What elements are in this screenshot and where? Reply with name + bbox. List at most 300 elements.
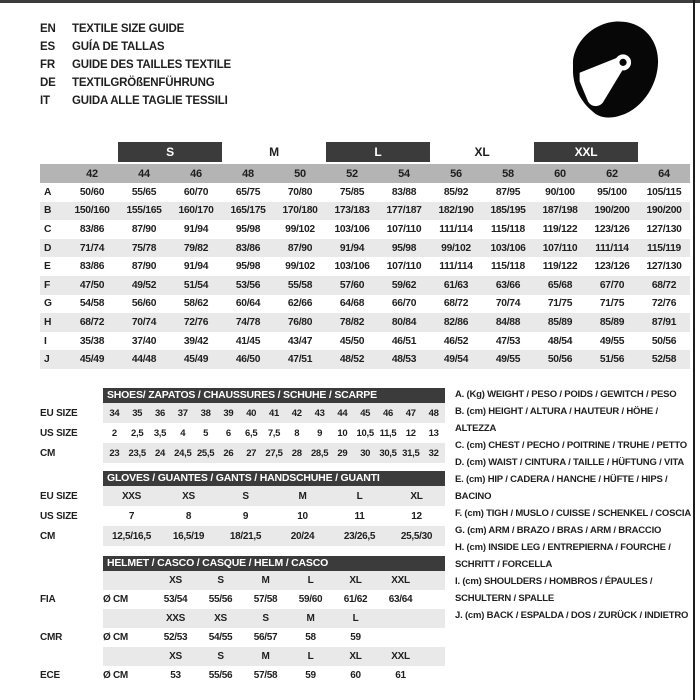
subtable-label-spacer	[40, 556, 103, 571]
gloves-row-cells	[103, 526, 445, 546]
subtable-label-spacer	[40, 388, 103, 403]
legend-item: H. (cm) INSIDE LEG / ENTREPIERNA / FOURCHE / SCHRITT / FORCELLA	[455, 542, 671, 570]
shoes-value: 44	[337, 407, 348, 419]
shoes-value: 2,5	[131, 427, 144, 439]
measurement-row-label: F	[44, 279, 50, 291]
gloves-value: L	[356, 490, 363, 502]
gloves-row	[40, 526, 445, 546]
shoes-value: 42	[291, 407, 302, 419]
shoes-value: 8	[294, 427, 300, 439]
shoes-value: 6,5	[245, 427, 258, 439]
shoes-value: 7,5	[267, 427, 281, 439]
legend-item: G. (cm) ARM / BRAZO / BRAS / ARM / BRACCIO	[455, 525, 662, 536]
measurement-legend	[455, 386, 695, 624]
gloves-row-label: EU SIZE	[40, 490, 78, 502]
measurement-value: 115/118	[491, 261, 525, 273]
measurement-value: 95/98	[391, 242, 417, 254]
gloves-size-table	[40, 471, 445, 546]
measurement-row	[40, 220, 690, 239]
measurement-value: 48/54	[547, 335, 573, 347]
shoes-row	[40, 443, 445, 463]
shoes-row-cells	[103, 423, 445, 443]
language-code: DE	[40, 77, 56, 89]
measurement-value: 60/70	[183, 186, 209, 198]
measurement-value: 56/60	[131, 298, 157, 310]
measurement-value: 87/91	[651, 316, 677, 328]
measurement-row-label: H	[44, 316, 52, 328]
helmet-value-cells	[103, 628, 445, 647]
shoes-row-cells	[103, 403, 445, 423]
helmet-size-label: XL	[349, 575, 362, 586]
measurement-value: 80/84	[391, 316, 417, 328]
gloves-value: 25,5/30	[400, 530, 433, 542]
language-row	[40, 92, 231, 110]
helmet-label-spacer	[40, 571, 103, 590]
shoes-value: 36	[155, 407, 165, 419]
helmet-size-label: XXS	[165, 613, 186, 624]
measurement-value: 49/55	[599, 335, 625, 347]
measurement-value: 87/90	[287, 242, 313, 254]
measurement-value: 51/54	[183, 279, 209, 291]
measurement-value: 62/66	[287, 298, 313, 310]
measurement-row	[40, 257, 690, 276]
measurement-value: 83/86	[79, 261, 105, 273]
shoes-value: 30,5	[379, 447, 397, 459]
measurement-value: 91/94	[183, 223, 209, 235]
measurement-value: 65/68	[547, 279, 573, 291]
measurement-value: 79/82	[183, 242, 209, 254]
measurement-value: 46/51	[391, 335, 417, 347]
shoes-value: 47	[405, 407, 416, 419]
measurement-value: 58/62	[183, 298, 209, 310]
measurement-row	[40, 313, 690, 332]
language-code: EN	[40, 23, 56, 35]
measurement-value: 111/114	[439, 223, 473, 235]
textile-size-table	[40, 142, 690, 369]
measurement-value: 68/72	[443, 298, 469, 310]
helmet-size-label: XXL	[391, 651, 410, 662]
measurement-value: 43/47	[287, 335, 313, 347]
shoes-value: 13	[428, 427, 439, 439]
top-border	[0, 0, 700, 3]
size-label: 48	[242, 167, 254, 180]
measurement-value: 46/52	[443, 335, 469, 347]
helmet-value: 55/56	[208, 594, 233, 605]
helmet-value	[378, 628, 423, 647]
shoes-value: 41	[269, 407, 279, 419]
measurement-value: 85/89	[599, 316, 625, 328]
measurement-value: 59/62	[391, 279, 417, 291]
measurement-value: 155/165	[126, 205, 162, 217]
measurement-value: 46/50	[235, 354, 261, 366]
gloves-value: 20/24	[290, 530, 315, 542]
measurement-value: 39/42	[183, 335, 209, 347]
language-title: TEXTILE SIZE GUIDE	[72, 23, 185, 35]
shoes-value: 10	[337, 427, 348, 439]
shoes-row-label: CM	[40, 447, 56, 459]
measurement-value: 103/106	[490, 242, 526, 254]
gloves-row-label: US SIZE	[40, 510, 78, 522]
measurement-value: 103/106	[334, 261, 370, 273]
measurement-value: 87/90	[131, 261, 157, 273]
measurement-value: 107/110	[542, 242, 578, 254]
measurement-value: 83/86	[235, 242, 261, 254]
measurement-value: 83/88	[391, 186, 417, 198]
measurement-value: 50/56	[651, 335, 677, 347]
shoes-value: 37	[177, 407, 188, 419]
racing-helmet-icon-svg	[568, 18, 663, 120]
legend-item: A. (Kg) WEIGHT / PESO / POIDS / GEWITCH / PESO	[455, 389, 677, 400]
helmet-unit-spacer	[103, 609, 153, 628]
shoes-value: 25,5	[196, 447, 215, 459]
measurement-value: 90/100	[545, 186, 575, 198]
helmet-size-label: XXL	[391, 575, 410, 586]
size-label: 64	[658, 167, 670, 180]
language-row	[40, 56, 231, 74]
measurement-value: 78/82	[339, 316, 365, 328]
helmet-value: 53/54	[163, 594, 188, 605]
measurement-value: 71/75	[599, 298, 625, 310]
measurement-value: 95/98	[235, 223, 261, 235]
helmet-size-label: M	[306, 613, 315, 624]
measurement-value: 72/76	[183, 316, 209, 328]
shoes-row-label: EU SIZE	[40, 407, 78, 419]
measurement-value: 84/88	[495, 316, 521, 328]
helmet-size-row	[40, 609, 445, 628]
measurement-value: 47/53	[495, 335, 521, 347]
measurement-value: 74/78	[235, 316, 261, 328]
measurement-value: 49/54	[443, 354, 469, 366]
measurement-value: 99/102	[285, 223, 315, 235]
language-row	[40, 38, 231, 56]
helmet-title-row	[40, 556, 445, 571]
gloves-value: M	[298, 490, 307, 502]
helmet-size-row	[40, 647, 445, 666]
helmet-value: 61/62	[343, 594, 368, 605]
measurement-value: 187/198	[542, 205, 578, 217]
measurement-value: 115/118	[491, 223, 525, 235]
measurement-value: 170/180	[282, 205, 318, 217]
measurement-value: 173/183	[334, 205, 370, 217]
gloves-title: GLOVES / GUANTES / GANTS / HANDSCHUHE / GUANTI	[103, 471, 445, 486]
measurement-value: 111/114	[595, 242, 629, 254]
helmet-value: 60	[350, 670, 361, 681]
shoes-value: 39	[223, 407, 234, 419]
language-title: GUIDA ALLE TAGLIE TESSILI	[72, 95, 228, 107]
measurement-value: 95/98	[235, 261, 261, 273]
helmet-size-label: S	[217, 575, 224, 586]
helmet-label-spacer	[40, 609, 103, 628]
measurement-value: 160/170	[178, 205, 214, 217]
helmet-size-label: XS	[169, 651, 182, 662]
helmet-value: 59	[350, 632, 361, 643]
helmet-size-label: L	[307, 651, 314, 662]
helmet-size-label: M	[261, 651, 270, 662]
measurement-value: 67/70	[599, 279, 625, 291]
shoes-value: 43	[314, 407, 325, 419]
helmet-size-cells	[103, 609, 445, 628]
measurement-value: 95/100	[597, 186, 627, 198]
shoes-value: 24	[155, 447, 165, 459]
gloves-value: S	[242, 490, 249, 502]
size-group-label: XXL	[534, 142, 638, 162]
measurement-row	[40, 183, 690, 202]
shoes-value: 24,5	[174, 447, 192, 459]
measurement-value: 87/90	[131, 223, 157, 235]
measurement-value: 47/50	[79, 279, 105, 291]
helmet-size-label: M	[261, 575, 270, 586]
size-label: 44	[138, 167, 150, 180]
measurement-value: 83/86	[79, 223, 105, 235]
helmet-value-cells	[103, 590, 445, 609]
helmet-value: 59	[305, 670, 316, 681]
gloves-row-cells	[103, 486, 445, 506]
helmet-size-row	[40, 571, 445, 590]
measurement-value: 105/115	[646, 186, 682, 198]
measurement-value: 47/51	[287, 354, 313, 366]
measurement-value: 150/160	[74, 205, 110, 217]
measurement-value: 99/102	[285, 261, 315, 273]
gloves-title-row	[40, 471, 445, 486]
gloves-row	[40, 486, 445, 506]
helmet-size-label: XL	[349, 651, 362, 662]
helmet-size-label: S	[217, 651, 224, 662]
shoes-row	[40, 403, 445, 423]
shoes-value: 30	[360, 447, 371, 459]
shoes-value: 32	[428, 447, 439, 459]
measurement-row-label: E	[44, 261, 51, 273]
measurement-value: 123/126	[594, 261, 630, 273]
measurement-value: 37/40	[131, 335, 157, 347]
legend-item: D. (cm) WAIST / CINTURA / TAILLE / HÜFTUNG / VITA	[455, 457, 685, 468]
size-label: 42	[86, 167, 98, 180]
gloves-row	[40, 506, 445, 526]
measurement-row	[40, 239, 690, 258]
measurement-value: 51/56	[599, 354, 625, 366]
helmet-value: 61	[395, 670, 406, 681]
size-band-spacer	[40, 164, 66, 183]
measurement-value: 107/110	[386, 223, 422, 235]
gloves-value: 10	[297, 510, 308, 522]
measurement-value: 49/55	[495, 354, 521, 366]
helmet-value: 59/60	[298, 594, 323, 605]
helmet-value: 63/64	[388, 594, 413, 605]
shoes-value: 5	[203, 427, 209, 439]
shoes-value: 34	[109, 407, 120, 419]
measurement-value: 45/49	[183, 354, 209, 366]
measurement-value: 119/122	[542, 223, 578, 235]
gloves-value: 23/26,5	[343, 530, 376, 542]
measurement-row-label: B	[44, 205, 52, 217]
measurement-value: 190/200	[594, 205, 630, 217]
helmet-unit: Ø CM	[103, 670, 128, 681]
gloves-value: XXS	[121, 490, 142, 502]
language-row	[40, 20, 231, 38]
size-group-label: L	[326, 142, 430, 162]
helmet-value: 56/57	[253, 632, 278, 643]
size-label: 54	[398, 167, 410, 180]
gloves-value: 7	[128, 510, 135, 522]
gloves-value: 8	[185, 510, 192, 522]
measurement-value: 75/78	[131, 242, 157, 254]
size-group-label: XL	[474, 145, 490, 159]
helmet-value: 53	[170, 670, 181, 681]
measurement-value: 45/49	[79, 354, 105, 366]
gloves-value: 12	[411, 510, 422, 522]
language-code: FR	[40, 59, 55, 71]
measurement-value: 68/72	[79, 316, 105, 328]
shoes-value: 3,5	[153, 427, 167, 439]
helmet-size-table	[40, 556, 445, 685]
shoes-value: 31,5	[402, 447, 420, 459]
legend-item: E. (cm) HIP / CADERA / HANCHE / HÜFTE / HIPS / BACINO	[455, 474, 668, 502]
measurement-value: 165/175	[230, 205, 266, 217]
measurement-value: 87/95	[495, 186, 521, 198]
measurement-value: 111/114	[439, 261, 473, 273]
measurement-value: 45/50	[339, 335, 365, 347]
shoes-title-row	[40, 388, 445, 403]
helmet-value: 58	[305, 632, 316, 643]
size-label: 62	[606, 167, 618, 180]
helmet-size-label: L	[307, 575, 314, 586]
language-title: GUÍA DE TALLAS	[72, 41, 165, 53]
language-code: ES	[40, 41, 55, 53]
shoes-value: 38	[200, 407, 211, 419]
measurement-value: 75/85	[339, 186, 365, 198]
measurement-value: 182/190	[438, 205, 474, 217]
helmet-value: 55/56	[208, 670, 233, 681]
helmet-value: 57/58	[253, 670, 278, 681]
gloves-value: 16,5/19	[172, 530, 205, 542]
measurement-value: 70/74	[131, 316, 157, 328]
measurement-value: 70/74	[495, 298, 521, 310]
helmet-value: 52/53	[163, 632, 188, 643]
measurement-value: 61/63	[443, 279, 469, 291]
measurement-row-label: A	[44, 186, 52, 198]
gloves-row-label: CM	[40, 530, 56, 542]
measurement-row-label: C	[44, 223, 52, 235]
measurement-value: 177/187	[386, 205, 422, 217]
helmet-standard-label: FIA	[40, 594, 56, 605]
size-label: 58	[502, 167, 514, 180]
measurement-row	[40, 276, 690, 295]
measurement-value: 71/75	[547, 298, 573, 310]
helmet-value-cells	[103, 666, 445, 685]
measurement-value: 115/119	[647, 242, 681, 254]
helmet-size-label: XS	[169, 575, 182, 586]
measurement-value: 68/72	[651, 279, 677, 291]
shoes-value: 29	[337, 447, 348, 459]
size-label: 56	[450, 167, 462, 180]
language-title: GUIDE DES TAILLES TEXTILE	[72, 59, 231, 71]
measurement-value: 123/126	[594, 223, 630, 235]
helmet-unit-spacer	[103, 571, 153, 590]
measurement-value: 64/68	[339, 298, 365, 310]
size-number-band	[40, 164, 690, 183]
measurement-value: 119/122	[542, 261, 578, 273]
size-label: 46	[190, 167, 202, 180]
helmet-value-row	[40, 590, 445, 609]
helmet-size-label	[378, 609, 423, 628]
measurement-value: 103/106	[334, 223, 370, 235]
helmet-value-row	[40, 666, 445, 685]
measurement-value: 107/110	[386, 261, 422, 273]
helmet-value: 57/58	[253, 594, 278, 605]
shoes-value: 10,5	[356, 427, 374, 439]
shoes-value: 28	[291, 447, 302, 459]
measurement-value: 44/48	[131, 354, 157, 366]
legend-item: J. (cm) BACK / ESPALDA / DOS / ZURÜCK / INDIETRO	[455, 610, 689, 621]
measurement-value: 65/75	[235, 186, 261, 198]
shoes-value: 26	[223, 447, 234, 459]
gloves-row-cells	[103, 506, 445, 526]
helmet-size-cells	[103, 571, 445, 590]
shoes-value: 9	[317, 427, 323, 439]
measurement-value: 91/94	[339, 242, 365, 254]
measurement-value: 76/80	[287, 316, 313, 328]
gloves-value: 9	[242, 510, 249, 522]
helmet-title: HELMET / CASCO / CASQUE / HELM / CASCO	[103, 556, 445, 571]
gloves-value: XL	[410, 490, 423, 502]
helmet-size-label: L	[352, 613, 359, 624]
helmet-label-spacer	[40, 647, 103, 666]
shoes-value: 28,5	[310, 447, 329, 459]
legend-item: C. (cm) CHEST / PECHO / POITRINE / TRUHE / PETTO	[455, 440, 687, 451]
measurement-value: 127/130	[646, 261, 682, 273]
subtable-label-spacer	[40, 471, 103, 486]
measurement-value: 53/56	[235, 279, 261, 291]
measurement-row	[40, 202, 690, 221]
legend-item: B. (cm) HEIGHT / ALTURA / HAUTEUR / HÖHE / ALTEZZA	[455, 406, 658, 434]
shoes-value: 4	[180, 427, 186, 439]
measurement-value: 66/70	[391, 298, 417, 310]
measurement-value: 99/102	[441, 242, 471, 254]
measurement-value: 41/45	[235, 335, 261, 347]
measurement-value: 91/94	[183, 261, 209, 273]
helmet-unit: Ø CM	[103, 594, 128, 605]
helmet-size-cells	[103, 647, 445, 666]
shoes-value: 12	[405, 427, 416, 439]
measurement-value: 60/64	[235, 298, 261, 310]
size-group-row	[40, 142, 690, 162]
measurement-rows	[40, 183, 690, 369]
shoes-row-cells	[103, 443, 445, 463]
helmet-size-label: S	[262, 613, 269, 624]
gloves-value: XS	[182, 490, 195, 502]
measurement-value: 185/195	[490, 205, 526, 217]
size-label: 50	[294, 167, 306, 180]
legend-item: F. (cm) TIGH / MUSLO / CUISSE / SCHENKEL / COSCIA	[455, 508, 691, 519]
size-group-label: M	[269, 145, 279, 159]
measurement-value: 57/60	[339, 279, 365, 291]
measurement-value: 55/65	[131, 186, 157, 198]
helmet-unit-spacer	[103, 647, 153, 666]
shoes-value: 48	[428, 407, 439, 419]
measurement-value: 63/66	[495, 279, 521, 291]
language-row	[40, 74, 231, 92]
shoes-value: 2	[111, 427, 117, 439]
shoes-row-label: US SIZE	[40, 427, 78, 439]
shoes-value: 27	[246, 447, 257, 459]
helmet-unit: Ø CM	[103, 632, 128, 643]
shoes-row	[40, 423, 445, 443]
shoes-value: 23,5	[128, 447, 146, 459]
measurement-value: 48/52	[339, 354, 365, 366]
shoes-title: SHOES/ ZAPATOS / CHAUSSURES / SCHUHE / SCARPE	[103, 388, 445, 403]
measurement-value: 85/89	[547, 316, 573, 328]
size-label: 60	[554, 167, 566, 180]
measurement-value: 85/92	[443, 186, 469, 198]
